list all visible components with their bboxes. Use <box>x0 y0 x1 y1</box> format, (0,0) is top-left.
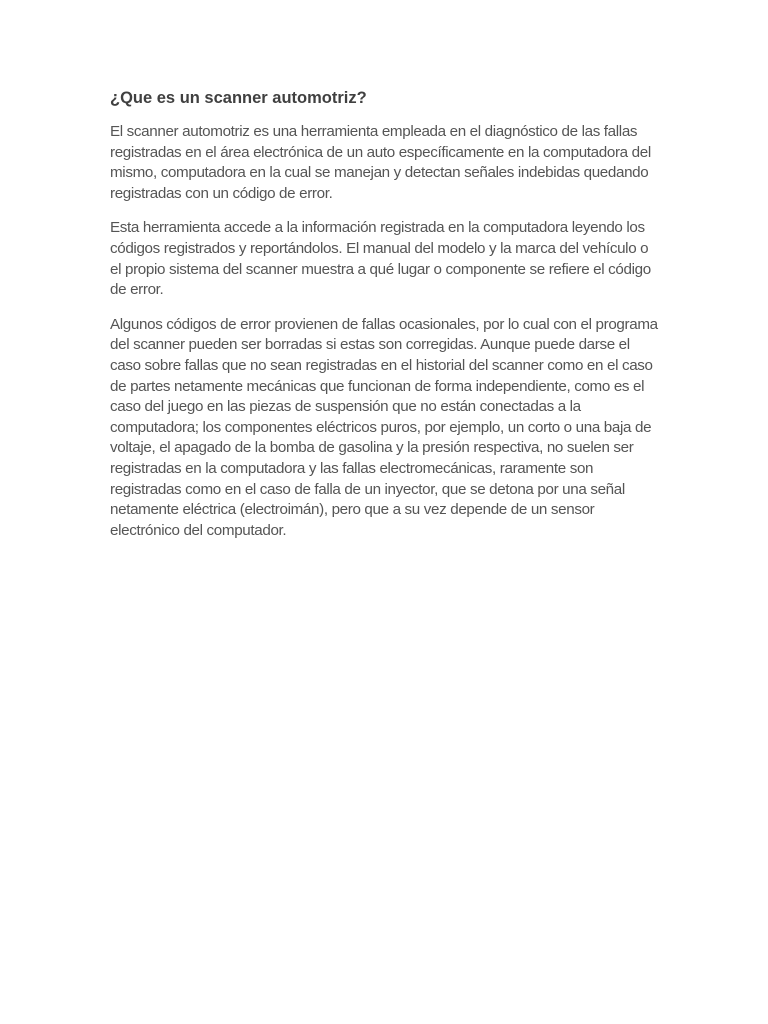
document-page <box>110 88 658 555</box>
paragraph-1: El scanner automotriz es una herramienta empleada en el diagnóstico de las fallas registradas en el área electrónica de un auto específicamente en la computadora del mismo, computadora en la cual se manejan y detectan señales indebidas quedando registradas con un código de error. <box>110 123 651 202</box>
paragraph-3: Algunos códigos de error provienen de fallas ocasionales, por lo cual con el programa del scanner pueden ser borradas si estas son corregidas. Aunque puede darse el caso sobre fallas que no sean registradas en el historial del scanner como en el caso de partes netamente mecánicas que funcionan de forma independiente, como es el caso del juego en las piezas de suspensión que no están conectadas a la computadora; los componentes eléctricos puros, por ejemplo, un corto o una baja de voltaje, el apagado de la bomba de gasolina y la presión respectiva, no suelen ser registradas en la computadora y las fallas electromecánicas, raramente son registradas como en el caso de falla de un inyector, que se detona por una señal netamente eléctrica (electroimán), pero que a su vez depende de un sensor electrónico del computador. <box>110 315 658 539</box>
document-title: ¿Que es un scanner automotriz? <box>110 89 367 107</box>
paragraph-2: Esta herramienta accede a la información registrada en la computadora leyendo los códigos registrados y reportándolos. El manual del modelo y la marca del vehículo o el propio sistema del scanner muestra a qué lugar o componente se refiere el código de error. <box>110 219 651 299</box>
